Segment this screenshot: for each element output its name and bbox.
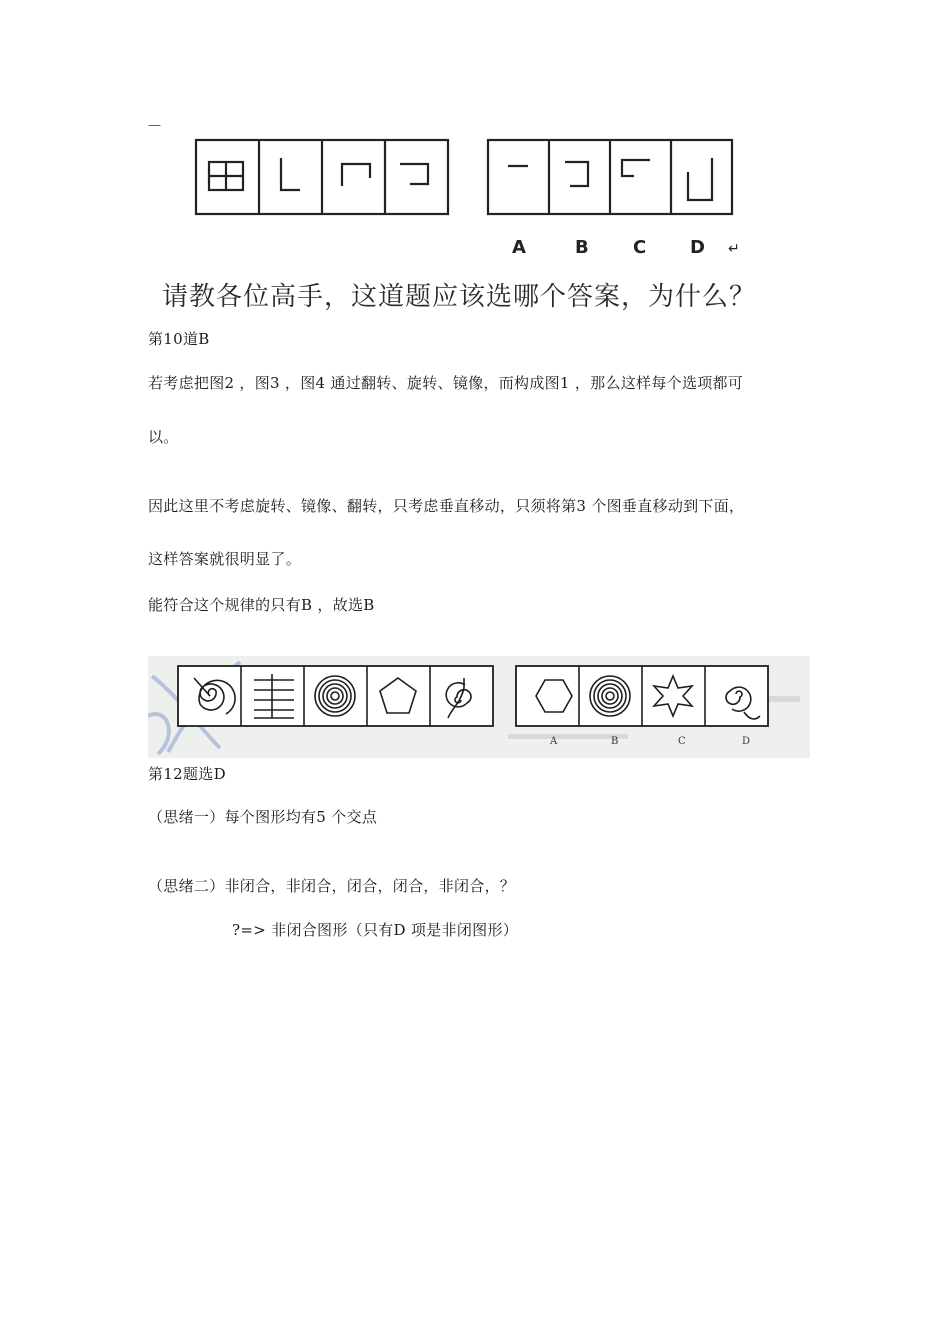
l-shape bbox=[281, 158, 300, 190]
puzzle-figure-q10 bbox=[190, 132, 760, 262]
fig2-option-label-d: D bbox=[742, 736, 751, 747]
q12-idea-2: （思绪二）非闭合，非闭合，闭合，闭合，非闭合，？ bbox=[148, 877, 516, 895]
fig2-option-label-a: A bbox=[550, 736, 558, 747]
fig2-option-label-c: C bbox=[678, 736, 686, 747]
return-mark: ↵ bbox=[728, 241, 740, 257]
q10-paragraph-1-line-2: 以。 bbox=[148, 428, 179, 446]
option-d-shape bbox=[688, 158, 712, 200]
grid-shape bbox=[209, 162, 243, 190]
q12-idea-1: （思绪一）每个图形均有5 个交点 bbox=[148, 808, 378, 826]
leading-dash: — bbox=[148, 118, 161, 133]
option-b-shape bbox=[565, 162, 588, 186]
option-label-b: B bbox=[575, 237, 589, 258]
question-title: 请教各位高手，这道题应该选哪个答案，为什么？ bbox=[162, 282, 757, 312]
fig2-option-label-b: B bbox=[611, 736, 619, 747]
option-label-a: A bbox=[512, 237, 526, 258]
q10-paragraph-2-line-2: 这样答案就很明显了。 bbox=[148, 550, 302, 568]
q10-paragraph-3: 能符合这个规律的只有B ，故选B bbox=[148, 596, 375, 614]
cap-shape bbox=[342, 164, 370, 186]
q10-paragraph-1-line-1: 若考虑把图2 ，图3 ，图4 通过翻转、旋转、镜像，而构成图1 ，那么这样每个选项都可 bbox=[148, 374, 744, 392]
q12-idea-2-conclusion: ?=> 非闭合图形（只有D 项是非闭图形） bbox=[232, 921, 519, 939]
option-c-shape bbox=[622, 160, 650, 176]
option-label-d: D bbox=[690, 237, 705, 258]
puzzle-figure-q12 bbox=[148, 656, 810, 758]
q12-answer: 第12题选D bbox=[148, 765, 226, 783]
q10-answer: 第10道B bbox=[148, 330, 210, 348]
option-label-c: C bbox=[633, 237, 647, 258]
hook-shape bbox=[400, 164, 428, 184]
q10-paragraph-2-line-1: 因此这里不考虑旋转、镜像、翻转，只考虑垂直移动，只须将第3 个图垂直移动到下面， bbox=[148, 497, 745, 515]
